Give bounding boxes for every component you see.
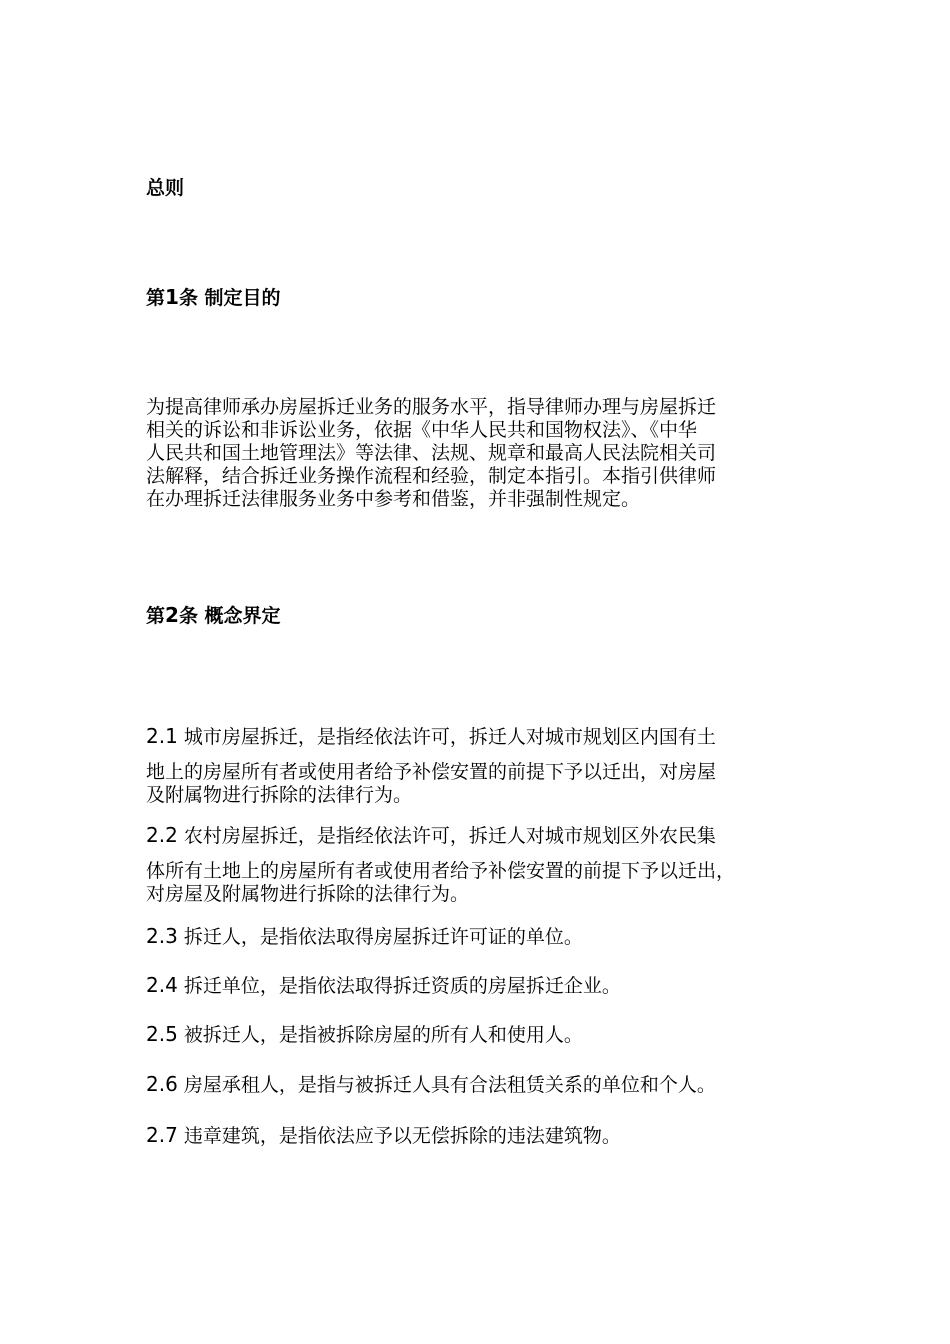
definition-item-2-5 [146, 1023, 826, 1047]
item-text: 违章建筑，是指依法应予以无偿拆除的违法建筑物。 [183, 1125, 621, 1147]
article-2-title: 条 概念界定 [178, 605, 281, 627]
article-1-body [146, 396, 816, 511]
item-text: 拆迁人，是指依法取得房屋拆迁许可证的单位。 [183, 926, 583, 948]
article-1-line: 法解释，结合拆迁业务操作流程和经验，制定本指引。本指引供律师 [146, 465, 717, 487]
article-1-line: 为提高律师承办房屋拆迁业务的服务水平，指导律师办理与房屋拆迁 [146, 396, 717, 418]
item-number: 2.6 [146, 1072, 178, 1096]
item-text: 城市房屋拆迁，是指经依法许可，拆迁人对城市规划区内国有土 [183, 726, 716, 748]
item-number: 2.5 [146, 1022, 178, 1046]
article-2-prefix: 第 [146, 605, 166, 627]
article-1-title: 条 制定目的 [178, 287, 281, 309]
item-text: 及附属物进行拆除的法律行为。 [146, 784, 413, 806]
item-text: 房屋承租人，是指与被拆迁人具有合法租赁关系的单位和个人。 [183, 1074, 716, 1096]
definition-item-2-4 [146, 974, 826, 998]
article-2-heading [146, 603, 281, 628]
definition-item-2-7 [146, 1124, 826, 1148]
article-2-number: 2 [165, 603, 179, 627]
article-1-line: 在办理拆迁法律服务业务中参考和借鉴，并非强制性规定。 [146, 488, 641, 510]
definition-item-2-1 [146, 725, 826, 807]
item-text: 拆迁单位，是指依法取得拆迁资质的房屋拆迁企业。 [183, 975, 621, 997]
article-1-line: 人民共和国土地管理法》等法律、法规、规章和最高人民法院相关司 [146, 442, 717, 464]
section-title: 总则 [146, 177, 185, 199]
definition-item-2-2 [146, 824, 826, 906]
item-text: 被拆迁人，是指被拆除房屋的所有人和使用人。 [183, 1024, 583, 1046]
item-text: 农村房屋拆迁，是指经依法许可，拆迁人对城市规划区外农民集 [183, 825, 716, 847]
article-1-line: 相关的诉讼和非诉讼业务，依据《中华人民共和国物权法》、《中华 [146, 419, 698, 441]
item-text: 地上的房屋所有者或使用者给予补偿安置的前提下予以迁出，对房屋 [146, 761, 717, 783]
item-number: 2.7 [146, 1123, 178, 1147]
item-number: 2.2 [146, 823, 178, 847]
item-number: 2.3 [146, 924, 178, 948]
article-1-heading [146, 285, 281, 310]
item-number: 2.1 [146, 724, 178, 748]
article-1-prefix: 第 [146, 287, 166, 309]
item-text: 对房屋及附属物进行拆除的法律行为。 [146, 883, 470, 905]
item-text: 体所有土地上的房屋所有者或使用者给予补偿安置的前提下予以迁出， [146, 860, 736, 882]
definition-item-2-3 [146, 925, 826, 949]
article-1-number: 1 [165, 285, 179, 309]
definition-item-2-6 [146, 1073, 826, 1097]
item-number: 2.4 [146, 973, 178, 997]
